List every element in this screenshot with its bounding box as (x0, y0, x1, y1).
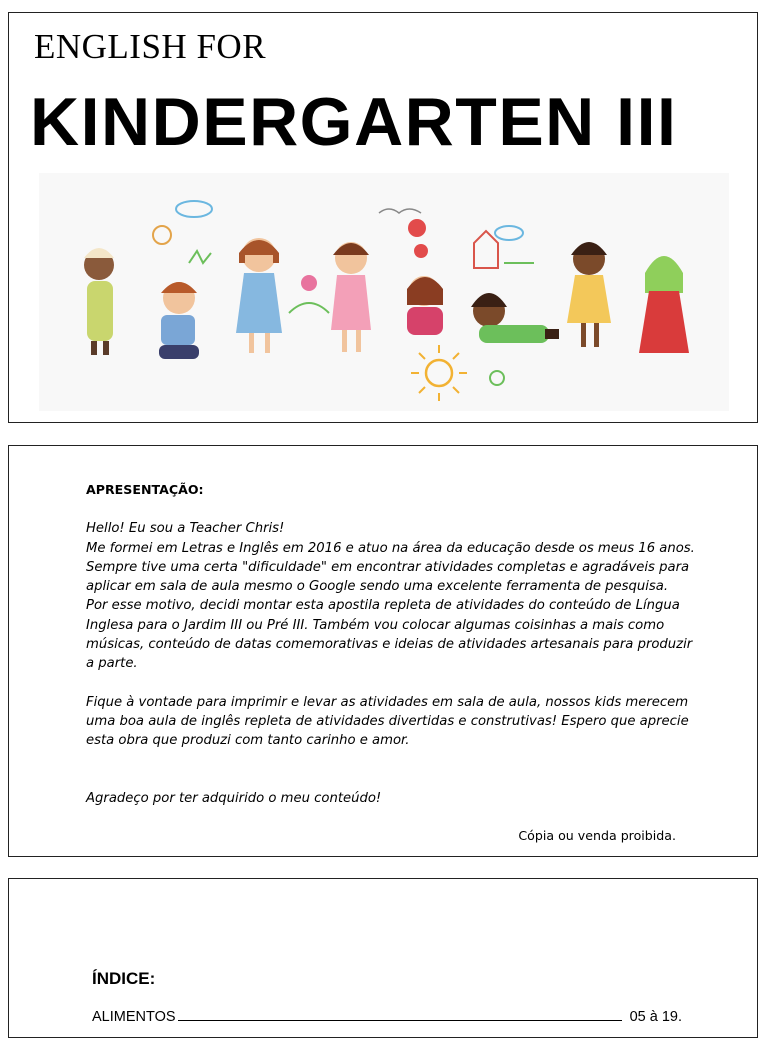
cover-title: KINDERGARTEN III (30, 84, 678, 160)
cover-subtitle: ENGLISH FOR (34, 27, 267, 66)
copyright-notice: Cópia ou venda proibida. (518, 828, 676, 843)
presentation-paragraph: Agradeço por ter adquirido o meu conteúdo! (86, 790, 382, 806)
index-entry-label: ALIMENTOS (92, 1009, 176, 1025)
index-entry[interactable] (92, 1008, 682, 1025)
presentation-heading: APRESENTAÇÃO: (86, 482, 204, 497)
presentation-paragraph: Por esse motivo, decidi montar esta apostila repleta de atividades do conteúdo de Língua Inglesa para o Jardim III ou Pré III. Também vou colocar algumas coisinhas a mais como músicas, conteúdo de datas comemorativas e ideias de atividades artesanais para produzir a parte. (86, 598, 693, 672)
index-heading: ÍNDICE: (92, 969, 156, 988)
presentation-text (86, 480, 696, 808)
index-page (8, 878, 758, 1038)
presentation-paragraph: Me formei em Letras e Inglês em 2016 e atuo na área da educação desde os meus 16 anos. (86, 540, 695, 556)
presentation-paragraph: Sempre tive uma certa "dificuldade" em encontrar atividades completas e agradáveis para aplicar em sala de aula mesmo o Google sendo uma excelente ferramenta de pesquisa. (86, 559, 690, 595)
presentation-page (8, 445, 758, 857)
cover-page (8, 12, 758, 423)
child-figure (159, 282, 199, 359)
index-leader-line (178, 1008, 622, 1021)
children-drawing-illustration (39, 173, 729, 411)
index-entry-pages: 05 à 19. (629, 1009, 682, 1025)
presentation-paragraph: Hello! Eu sou a Teacher Chris! (86, 521, 285, 537)
presentation-paragraph: Fique à vontade para imprimir e levar as atividades em sala de aula, nossos kids merecem uma boa aula de inglês repleta de atividades divertidas e construtivas! Espero que aprecie esta obra que produzi com tanto carinho e amor. (86, 694, 689, 749)
